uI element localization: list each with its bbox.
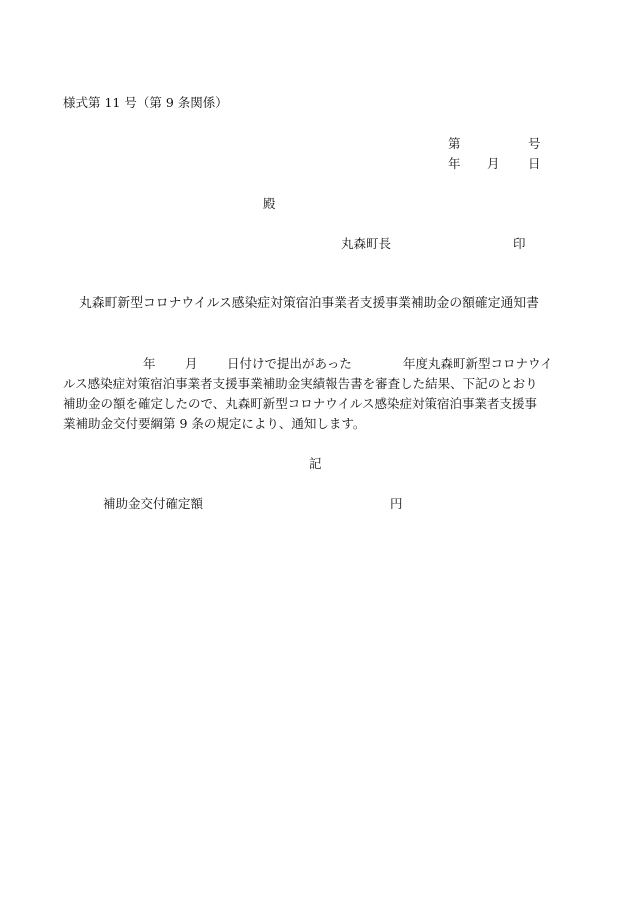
body-line1-text-b: 年度丸森町新型コロナウイ <box>403 356 553 371</box>
document-number-prefix: 第 <box>448 136 461 151</box>
body-line1-text-a: 日付けで提出があった <box>227 356 352 371</box>
date-month-label: 月 <box>487 156 500 171</box>
sender-name: 丸森町長 <box>341 236 392 251</box>
document-title: 丸森町新型コロナウイルス感染症対策宿泊事業者支援事業補助金の額確定通知書 <box>79 296 539 311</box>
body-line2: ルス感染症対策宿泊事業者支援事業補助金実績報告書を審査した結果、下記のとおり <box>63 376 538 391</box>
addressee-honorific: 殿 <box>263 196 276 211</box>
seal-mark: 印 <box>513 236 526 251</box>
body-line4: 業補助金交付要綱第 9 条の規定により、通知します。 <box>63 416 366 431</box>
date-year-label: 年 <box>448 156 461 171</box>
document-number-suffix: 号 <box>528 136 541 151</box>
date-day-label: 日 <box>528 156 541 171</box>
body-line1-month-label: 月 <box>185 356 198 371</box>
form-number: 様式第 11 号（第 9 条関係） <box>63 95 228 110</box>
amount-label: 補助金交付確定額 <box>103 496 204 511</box>
record-mark: 記 <box>309 456 322 471</box>
amount-unit: 円 <box>390 496 403 511</box>
body-line1-year-label: 年 <box>143 356 156 371</box>
body-line3: 補助金の額を確定したので、丸森町新型コロナウイルス感染症対策宿泊事業者支援事 <box>63 396 538 411</box>
